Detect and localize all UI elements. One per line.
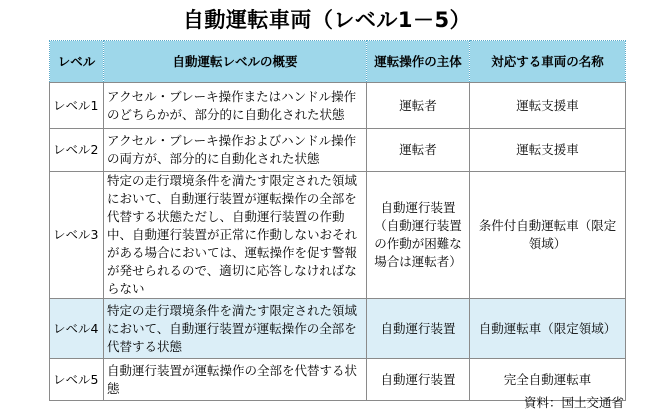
cell-operator: 運転者: [367, 83, 470, 129]
cell-vehicle-name: 完全自動運転車: [470, 359, 626, 401]
cell-level: レベル5: [50, 359, 104, 401]
page-title: 自動運転車両（レベル1－5）: [182, 8, 472, 32]
header-operator: 運転操作の主体: [367, 41, 470, 83]
header-vehicle-name: 対応する車両の名称: [470, 41, 626, 83]
cell-operator: 自動運行装置（自動運行装置の作動が困難な場合は運転者）: [367, 172, 470, 299]
cell-vehicle-name: 運転支援車: [470, 129, 626, 172]
cell-level: レベル3: [50, 172, 104, 299]
cell-vehicle-name: 条件付自動運転車（限定領域）: [470, 172, 626, 299]
table-row: [50, 83, 626, 129]
table-header-row: [50, 41, 626, 83]
table-row: [50, 172, 626, 299]
cell-operator: 運転者: [367, 129, 470, 172]
cell-level: レベル4: [50, 299, 104, 359]
automation-levels-table: [49, 40, 626, 401]
cell-level: レベル2: [50, 129, 104, 172]
cell-summary: アクセル・ブレーキ操作およびハンドル操作の両方が、部分的に自動化された状態: [104, 129, 367, 172]
header-summary: 自動運転レベルの概要: [104, 41, 367, 83]
table-row: [50, 129, 626, 172]
source-note: 資料：国土交通省: [523, 395, 624, 410]
cell-summary: 特定の走行環境条件を満たす限定された領域において、自動運行装置が運転操作の全部を代替する状態: [104, 299, 367, 359]
cell-summary: 特定の走行環境条件を満たす限定された領域において、自動運行装置が運転操作の全部を代替する状態ただし、自動運行装置の作動中、自動運行装置が正常に作動しないおそれがある場合においては、運転操作を促す警報が発せられるので、適切に応答しなければならない: [104, 172, 367, 299]
cell-summary: アクセル・ブレーキ操作またはハンドル操作のどちらかが、部分的に自動化された状態: [104, 83, 367, 129]
cell-vehicle-name: 自動運転車（限定領域）: [470, 299, 626, 359]
header-level: レベル: [50, 41, 104, 83]
cell-vehicle-name: 運転支援車: [470, 83, 626, 129]
cell-operator: 自動運行装置: [367, 299, 470, 359]
cell-level: レベル1: [50, 83, 104, 129]
cell-summary: 自動運行装置が運転操作の全部を代替する状態: [104, 359, 367, 401]
cell-operator: 自動運行装置: [367, 359, 470, 401]
table-row: [50, 299, 626, 359]
